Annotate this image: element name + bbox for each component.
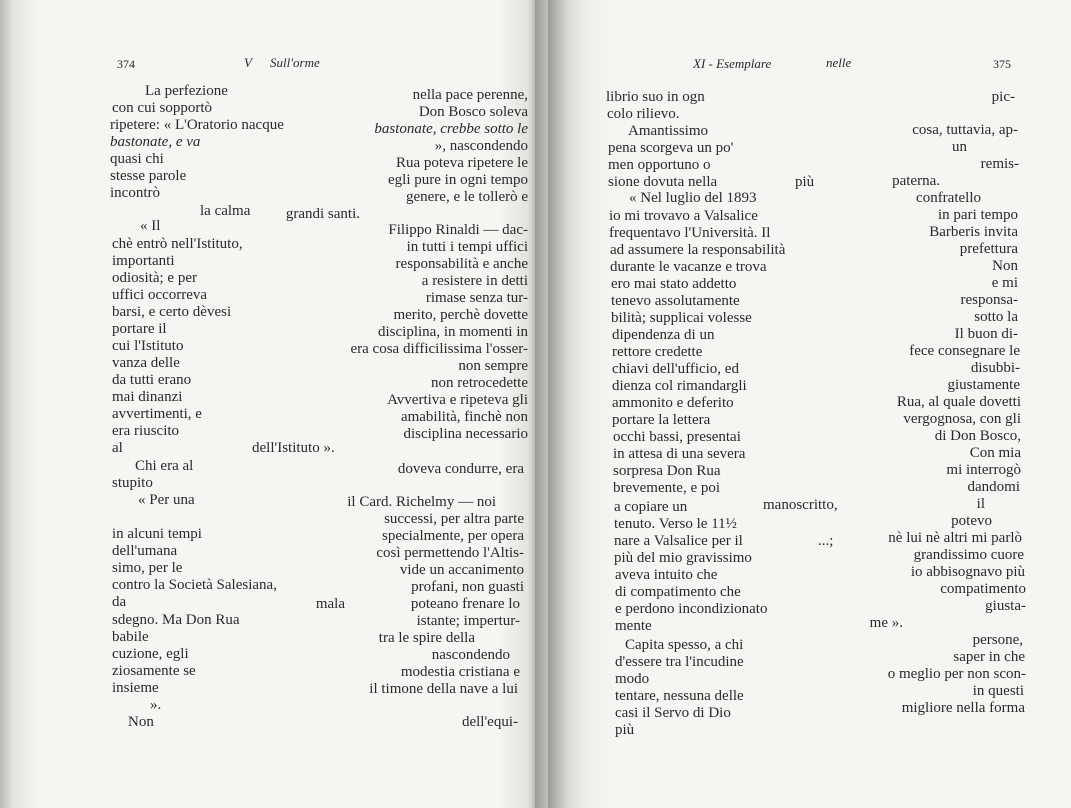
text-line: portare il (112, 321, 167, 337)
text-line: frequentavo l'Università. Il (609, 225, 771, 241)
text-line: barsi, e certo dèvesi (112, 304, 232, 320)
text-line: paterna. (892, 173, 940, 189)
text-line: casi il Servo di Dio (615, 705, 731, 721)
text-line: stupito (112, 475, 153, 491)
text-line: contro la Società Salesiana, (112, 577, 277, 593)
text-line: non sempre (458, 358, 528, 374)
text-line: ad assumere la responsabilità (610, 242, 786, 258)
text-line: chiavi dell'ufficio, ed (612, 361, 739, 377)
text-line: Rua poteva ripetere le (395, 155, 528, 171)
text-line: tentare, nessuna delle (615, 688, 744, 704)
text-line: aveva intuito che (615, 567, 718, 583)
text-line: chè entrò nell'Istituto, (112, 236, 243, 252)
text-line: quasi chi (110, 151, 164, 167)
book-gutter (548, 0, 588, 808)
right-page-number: 375 (993, 57, 1011, 71)
text-line: fece consegnare le (909, 343, 1020, 359)
text-line: responsabilità e anche (395, 256, 528, 272)
text-line: profani, non guasti (411, 579, 524, 595)
text-line: colo rilievo. (607, 106, 680, 122)
left-page-number: 374 (117, 57, 135, 71)
text-line: occhi bassi, presentai (613, 429, 741, 445)
text-line: in tutti i tempi uffici (406, 239, 528, 255)
text-line: Non (128, 714, 154, 730)
text-line: tenevo assolutamente (611, 293, 740, 309)
text-line: Filippo Rinaldi — dac- (388, 222, 528, 238)
text-line: da tutti erano (112, 372, 192, 388)
text-line: « Nel luglio del 1893 (629, 190, 757, 206)
text-line: vide un accanimento (399, 562, 524, 578)
text-line: dienza col rimandargli (612, 378, 747, 394)
text-line: pic- (991, 89, 1015, 105)
text-line: », nascondendo (434, 138, 528, 154)
text-line: stesse parole (110, 168, 187, 184)
text-line: uffici occorreva (112, 287, 208, 303)
text-line: nè lui nè altri mi parlò (888, 530, 1022, 546)
text-line: disciplina necessario (403, 426, 528, 442)
text-line: a resistere in detti (421, 273, 528, 289)
text-line: manoscritto, (763, 497, 838, 513)
text-line: bilità; supplicai volesse (611, 310, 752, 326)
text-line: dipendenza di un (612, 327, 715, 343)
text-line: il (976, 496, 985, 512)
text-line: ...; (818, 533, 834, 549)
text-line: modo (615, 671, 650, 687)
text-line: il Card. Richelmy — noi (347, 494, 496, 510)
text-line: genere, e le tollerò e (405, 189, 528, 205)
text-line: cosa, tuttavia, ap- (912, 122, 1018, 138)
text-line: simo, per le (112, 560, 183, 576)
text-line: nare a Valsalice per il (614, 533, 743, 549)
text-line: giustamente (947, 377, 1020, 393)
text-line: mala (315, 596, 345, 612)
text-line: cui l'Istituto (112, 338, 184, 354)
text-line: « Il (140, 218, 161, 234)
text-line: vergognosa, con gli (903, 411, 1021, 427)
text-line: importanti (112, 253, 175, 269)
text-line: giusta- (985, 598, 1026, 614)
text-line: durante le vacanze e trova (610, 259, 767, 275)
text-line: responsa- (960, 292, 1018, 308)
text-line: portare la lettera (612, 412, 711, 428)
text-line: Il buon di- (954, 326, 1018, 342)
text-line: odiosità; e per (112, 270, 197, 286)
text-line: io abbisognavo più (910, 564, 1025, 580)
right-header-chapter: XI - Esemplare (693, 56, 772, 71)
text-line: più del mio gravissimo (614, 550, 752, 566)
text-line: mi interrogò (946, 462, 1021, 478)
text-line: Chi era al (135, 458, 194, 474)
text-line: librio suo in ogn (606, 89, 705, 105)
text-line: disciplina, in momenti in (378, 324, 528, 340)
right-header-word: nelle (826, 55, 852, 70)
text-line: Avvertiva e ripeteva gli (387, 392, 528, 408)
text-line: ammonito e deferito (612, 395, 734, 411)
text-line: amabilità, finchè non (400, 409, 528, 425)
text-line: nascondendo (431, 647, 510, 663)
text-line: o meglio per non scon- (887, 666, 1026, 682)
text-line: un (952, 139, 967, 155)
text-line: me ». (869, 615, 903, 631)
text-line: remis- (980, 156, 1019, 172)
text-line: bastonate, e va (110, 134, 201, 150)
text-line: persone, (972, 632, 1023, 648)
text-line: La perfezione (145, 83, 228, 99)
text-line: dandomi (967, 479, 1020, 495)
text-line: confratello (916, 190, 981, 206)
text-line: « Per una (138, 492, 195, 508)
text-line: Capita spesso, a chi (625, 637, 744, 653)
text-line: rimase senza tur- (425, 290, 528, 306)
text-line: doveva condurre, era (397, 461, 524, 477)
text-line: potevo (951, 513, 992, 529)
left-header-chapter: V (244, 55, 252, 70)
text-line: era riuscito (112, 423, 180, 439)
text-line: cuzione, egli (112, 646, 189, 662)
text-line: men opportuno o (608, 157, 711, 173)
text-line: vanza delle (112, 355, 180, 371)
text-line: mai dinanzi (112, 389, 183, 405)
text-line: tra le spire della (378, 630, 475, 646)
text-line: grandi santi. (285, 206, 360, 222)
text-line: Rua, al quale dovetti (896, 394, 1021, 410)
text-line: mente (615, 618, 652, 634)
text-line: babile (112, 629, 149, 645)
text-line: e mi (991, 275, 1018, 291)
text-line: sorpresa Don Rua (613, 463, 721, 479)
text-line: migliore nella forma (901, 700, 1025, 716)
text-line: Non (992, 258, 1018, 274)
text-line: ». (150, 697, 162, 713)
text-line: avvertimenti, e (112, 406, 202, 422)
text-line: così permettendo l'Altis- (376, 545, 524, 561)
text-line: poteano frenare lo (410, 596, 520, 612)
text-line: specialmente, per opera (381, 528, 524, 544)
text-line: sione dovuta nella (608, 174, 718, 190)
text-line: egli pure in ogni tempo (388, 172, 528, 188)
text-line: bastonate, crebbe sotto le (374, 121, 528, 137)
text-line: in alcuni tempi (112, 526, 202, 542)
text-line: ziosamente se (112, 663, 196, 679)
text-line: dell'umana (112, 543, 178, 559)
text-line: io mi trovavo a Valsalice (609, 208, 758, 224)
text-line: rettore credette (612, 344, 703, 360)
text-line: ripetere: « L'Oratorio nacque (110, 117, 284, 133)
text-line: in pari tempo (938, 207, 1018, 223)
text-line: Con mia (969, 445, 1021, 461)
left-header-title: Sull'orme (270, 55, 320, 70)
text-line: insieme (112, 680, 159, 696)
text-line: disubbi- (970, 360, 1020, 376)
text-line: al (112, 440, 123, 456)
text-line: dell'Istituto ». (252, 440, 335, 456)
text-line: in questi (972, 683, 1024, 699)
text-line: grandissimo cuore (913, 547, 1024, 563)
text-line: sotto la (974, 309, 1018, 325)
text-line: d'essere tra l'incudine (615, 654, 744, 670)
text-line: saper in che (953, 649, 1025, 665)
text-line: più (795, 174, 815, 190)
text-line: non retrocedette (430, 375, 528, 391)
text-line: compatimento (940, 581, 1026, 597)
text-line: il timone della nave a lui (369, 681, 518, 697)
text-line: da (112, 594, 127, 610)
text-line: più (615, 722, 635, 738)
text-line: pena scorgeva un po' (608, 140, 734, 156)
text-line: sdegno. Ma Don Rua (112, 612, 240, 628)
text-line: dell'equi- (461, 714, 518, 730)
text-line: a copiare un (614, 499, 688, 515)
text-line: modestia cristiana e (400, 664, 520, 680)
text-line: prefettura (959, 241, 1018, 257)
text-line: brevemente, e poi (613, 480, 721, 496)
text-line: la calma (200, 203, 251, 219)
text-line: ero mai stato addetto (611, 276, 737, 292)
text-line: Barberis invita (929, 224, 1018, 240)
text-line: tenuto. Verso le 11½ (614, 516, 737, 532)
text-line: incontrò (110, 185, 160, 201)
text-line: di Don Bosco, (934, 428, 1021, 444)
text-line: in attesa di una severa (613, 446, 746, 462)
text-line: di compatimento che (615, 584, 741, 600)
text-line: Amantissimo (628, 123, 709, 139)
text-line: merito, perchè dovette (393, 307, 528, 323)
text-line: con cui sopportò (112, 100, 212, 116)
text-line: Don Bosco soleva (418, 104, 528, 120)
text-line: nella pace perenne, (412, 87, 528, 103)
text-line: istante; impertur- (416, 613, 520, 629)
text-line: successi, per altra parte (384, 511, 524, 527)
text-line: era cosa difficilissima l'osser- (350, 341, 528, 357)
text-line: e perdono incondizionato (615, 601, 768, 617)
